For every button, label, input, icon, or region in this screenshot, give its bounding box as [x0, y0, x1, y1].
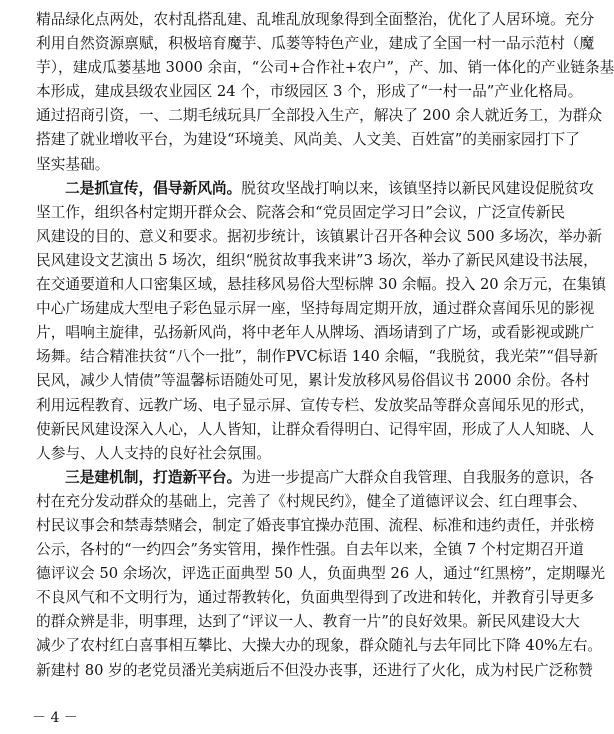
line-text: 新建村 80 岁的老党员潘光美病逝后不但没办丧事，还进行了火化，成为村民广泛称赞 — [36, 661, 593, 679]
text-line — [36, 225, 603, 249]
line-text: 公示，各村的“一约四会”务实管用，操作性强。自去年以来，全镇 7 个村定期召开道 — [36, 541, 584, 559]
line-text: 精品绿化点两处，农村乱搭乱建、乱堆乱放现象得到全面整治，优化了人居环境。充分 — [36, 11, 595, 28]
section-heading: 三是建机制，打造新平台。 — [65, 468, 242, 486]
text-line — [36, 249, 598, 273]
text-line — [36, 442, 490, 466]
page-number: － 4 － — [32, 710, 78, 726]
line-text: 德评议会 50 余场次，评选正面典型 50 人，负面典型 26 人，通过“红黑榜”，定期曝光 — [36, 565, 606, 583]
line-text: 民风建设文艺演出 5 场次，组织“脱贫故事我来讲”3 场次，举办了新民风建设书法展， — [36, 251, 598, 269]
text-line — [36, 177, 594, 201]
line-text: 坚工作，组织各村定期开群众会、院落会和“党员固定学习日”会议，广泛宣传新民 — [36, 203, 566, 221]
line-text: 的群众辨是非，明事理，达到了“评议一人、教育一片”的良好效果。新民风建设大大 — [36, 613, 580, 631]
line-text: 村在充分发动群众的基础上，完善了《村规民约》，健全了道德评议会、红白理事会、 — [36, 492, 587, 510]
text-line — [36, 297, 595, 321]
text-line — [36, 490, 587, 514]
text-line — [36, 394, 595, 418]
line-text: 人参与、人人支持的良好社会氛围。 — [36, 444, 272, 462]
line-text: 中心广场建成大型电子彩色显示屏一座，坚持每周定期开放，通过群众喜闻乐见的影视 — [36, 300, 595, 318]
text-line — [36, 369, 590, 393]
line-text: 场舞。结合精准扶贫“八个一批”，制作PVC标语 140 余幅，“我脱贫，我光荣”“倡导新 — [36, 348, 598, 366]
line-text: 通过招商引资，一、二期毛绒玩具厂全部投入生产，解决了 200 余人就近务工，为群众 — [36, 107, 603, 125]
line-text: 减少了农村红白喜事相互攀比、大操大办的现象，群众随礼与去年同比下降 40%左右。 — [36, 637, 603, 655]
line-text: 搭建了就业增收平台，为建设“环境美、风尚美、人文美、百姓富”的美丽家园打下了 — [36, 131, 580, 149]
text-line — [36, 32, 595, 56]
text-line — [36, 659, 593, 683]
text-line — [36, 8, 595, 32]
text-line — [36, 56, 614, 80]
line-text: 坚实基础。 — [36, 155, 110, 173]
line-text: 不良风气和不文明行为，通过帮教转化，负面典型得到了改进和转化，并教育引导更多 — [36, 589, 595, 607]
text-line — [36, 514, 595, 538]
line-text: 利用自然资源禀赋，积极培育魔芋、瓜蒌等特色产业，建成了全国一村一品示范村（魔 — [36, 35, 595, 53]
text-line — [36, 104, 603, 128]
line-text: 为进一步提高广大群众自我管理、自我服务的意识，各 — [241, 468, 594, 486]
line-text: 利用远程教育、远教广场、电子显示屏、宣传专栏、发放奖品等群众喜闻乐见的形式， — [36, 396, 595, 414]
line-text: 脱贫攻坚战打响以来，该镇坚持以新民风建设促脱贫攻 — [241, 179, 594, 197]
text-line — [36, 610, 580, 634]
line-text: 风建设的目的、意义和要求。据初步统计，该镇累计召开各种会议 500 多场次，举办新 — [36, 227, 603, 245]
text-line — [36, 538, 584, 562]
text-line — [36, 466, 594, 490]
text-line — [36, 586, 595, 610]
text-line — [36, 80, 583, 104]
line-text: 芋），建成瓜蒌基地 3000 余亩，“公司+合作社+农户”，产、加、销一体化的产业链条基 — [36, 59, 614, 77]
text-line — [36, 128, 580, 152]
line-text: 村民议事会和禁毒禁赌会，制定了婚丧事宜操办范围、流程、标准和违约责任，并张榜 — [36, 516, 595, 534]
text-line — [36, 345, 598, 369]
document-body — [36, 8, 614, 683]
line-text: 本形成，建成县级农业园区 24 个，市级园区 3 个，形成了“一村一品”产业化格局。 — [36, 83, 583, 101]
text-line — [36, 153, 490, 177]
text-line — [36, 201, 566, 225]
text-line — [36, 634, 603, 658]
text-line — [36, 562, 606, 586]
line-text: 民风，减少人情债”等温馨标语随处可见，累计发放移风易俗倡议书 2000 余份。各村 — [36, 372, 590, 390]
text-line — [36, 321, 595, 345]
line-text: 使新民风建设深入人心，人人皆知，让群众看得明白、记得牢固，形成了人人知晓、人 — [36, 420, 595, 438]
section-heading: 二是抓宣传，倡导新风尚。 — [65, 179, 242, 197]
line-text: 在交通要道和人口密集区域，悬挂移风易俗大型标牌 30 余幅。投入 20 余万元，在集镇 — [36, 276, 607, 294]
line-text: 片，唱响主旋律，弘扬新风尚，将中老年人从牌场、酒场请到了广场，或看影视或跳广 — [36, 324, 595, 342]
text-line — [36, 273, 607, 297]
text-line — [36, 418, 595, 442]
